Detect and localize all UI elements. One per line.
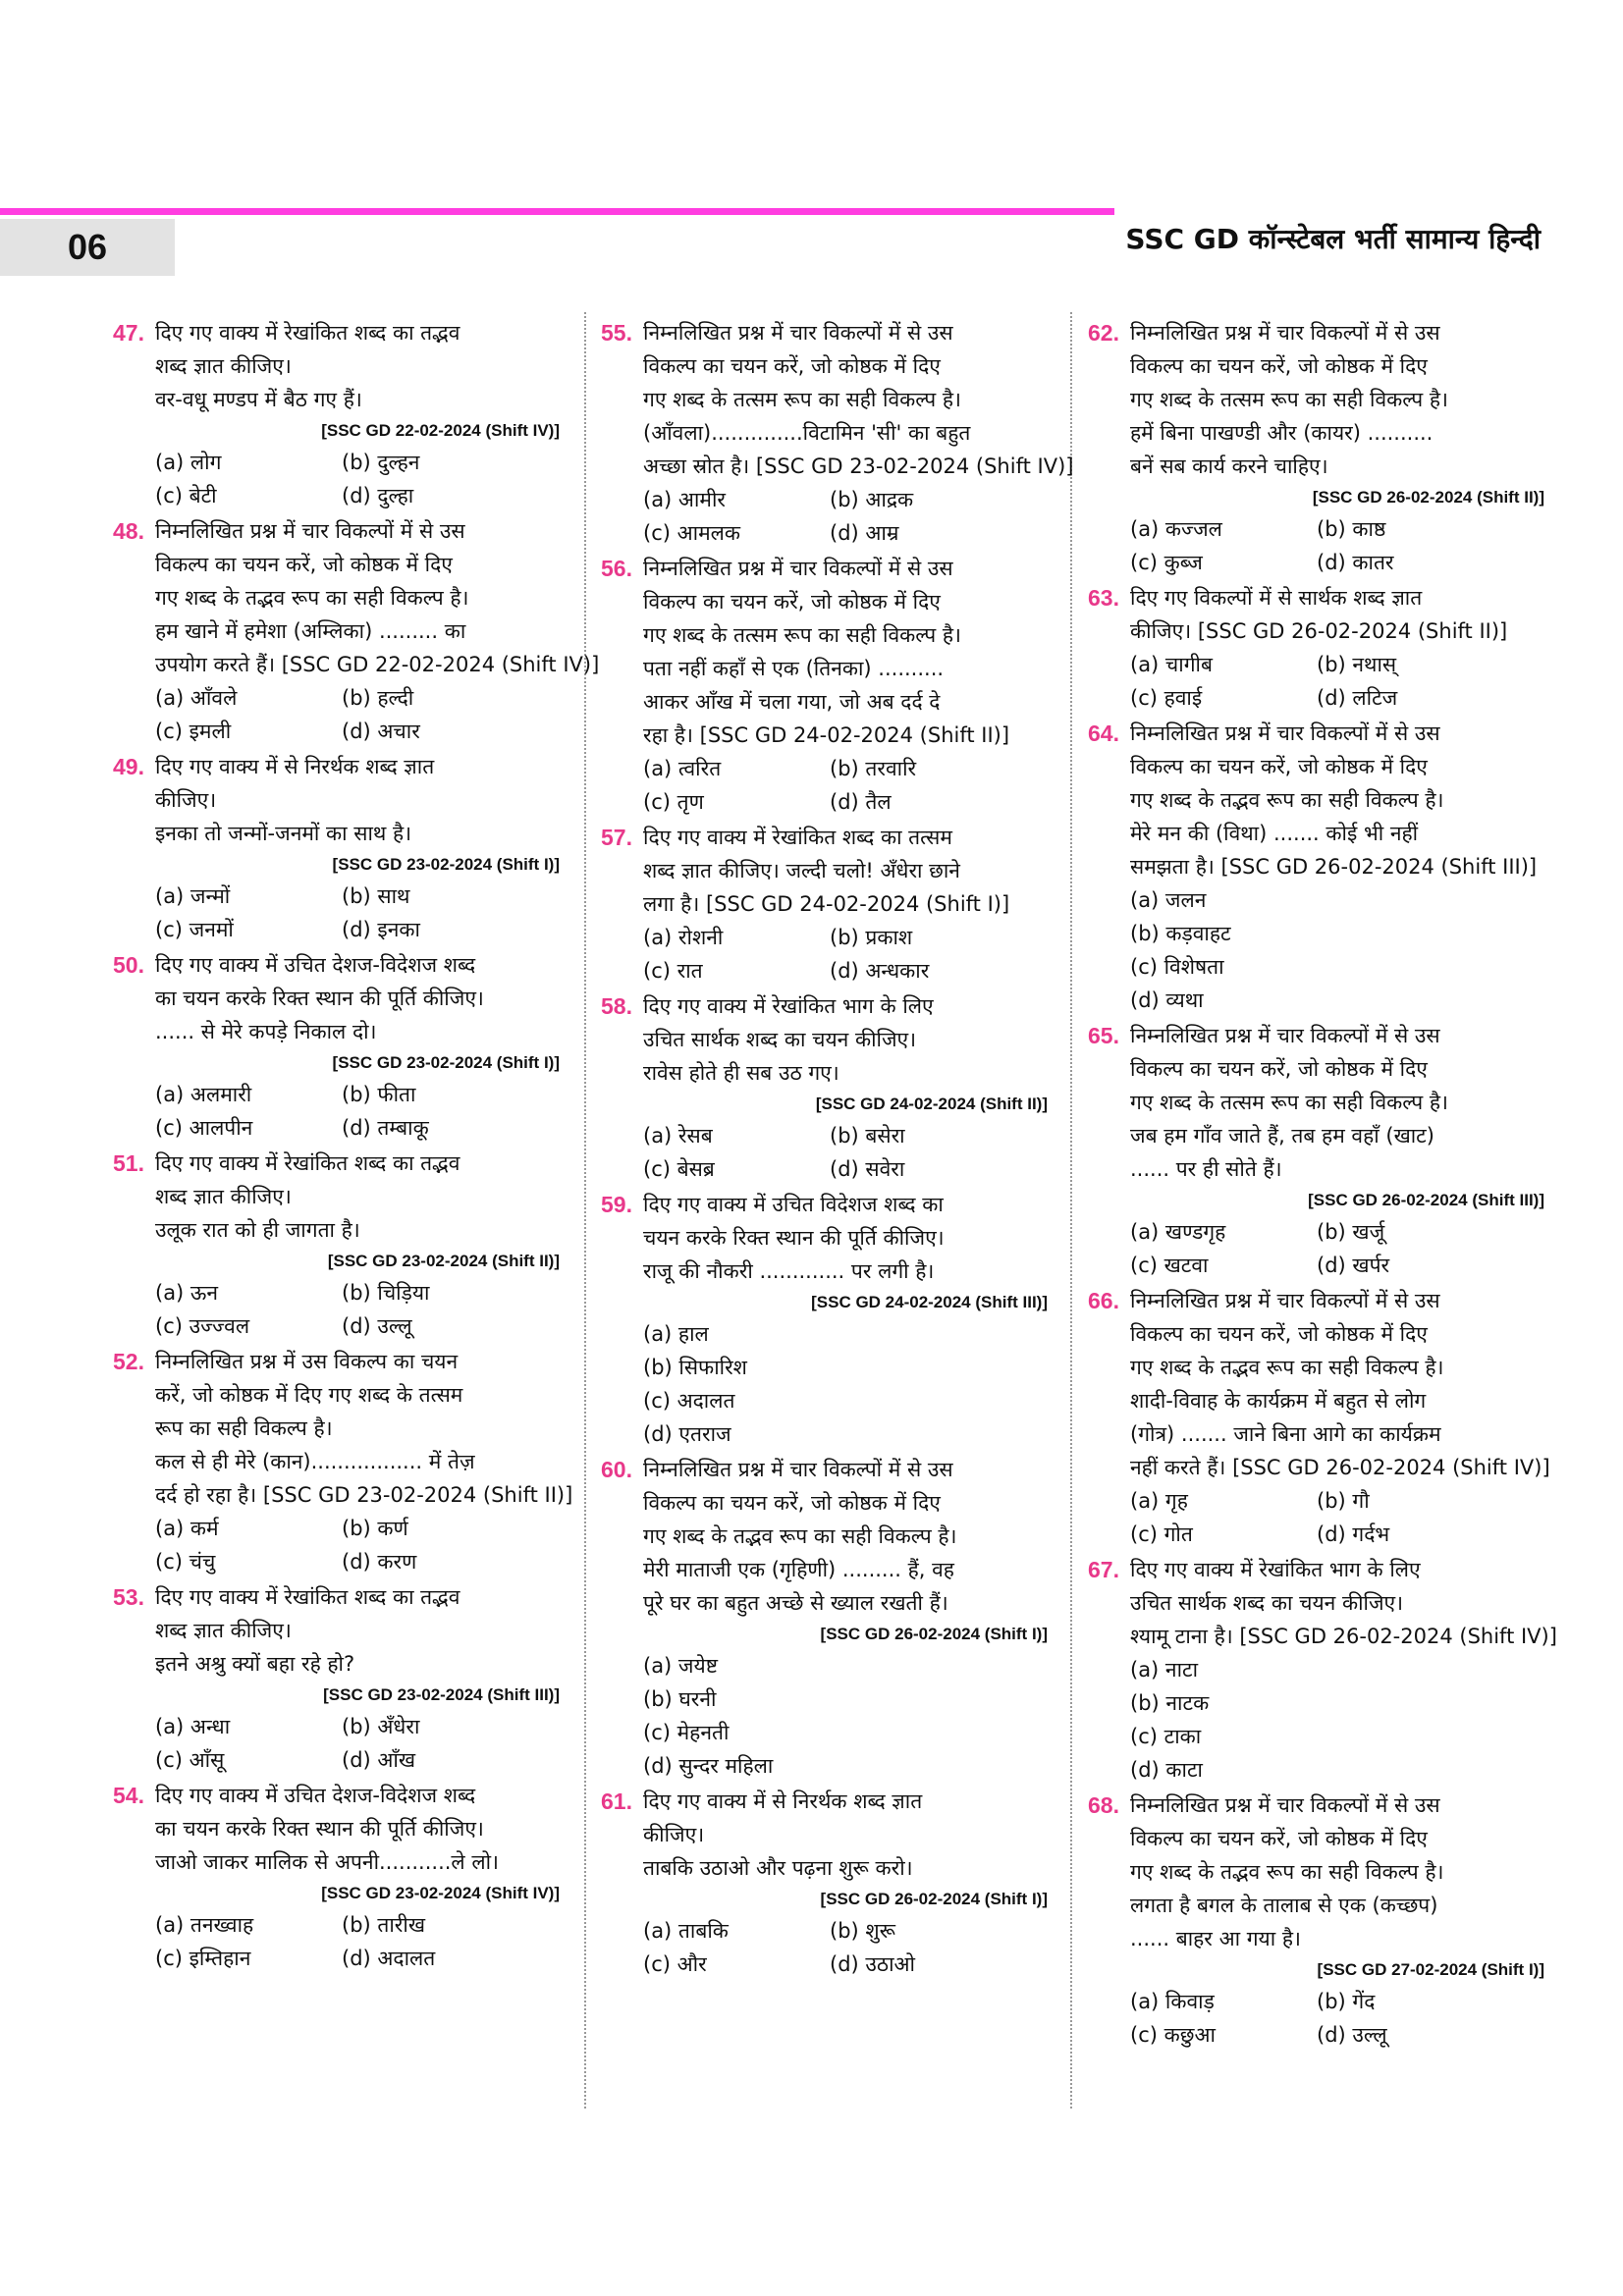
question-text-line: निम्नलिखित प्रश्न में चार विकल्पों में से उस [1130, 1793, 1440, 1817]
answer-option: (c) इमली [155, 720, 232, 743]
answer-option: (d) व्यथा [1130, 988, 1204, 1012]
answer-options [155, 1078, 560, 1145]
answer-option: (c) अदालत [643, 1389, 735, 1413]
answer-options [1130, 1484, 1544, 1551]
question-number: 63. [1088, 585, 1119, 611]
answer-option: (b) दुल्हन [342, 451, 420, 474]
answer-option: (b) तारीख [342, 1913, 426, 1937]
question-column-2 [601, 316, 1074, 1983]
question-text-line: उलूक रात को ही जागता है। [155, 1218, 360, 1242]
page-number: 06 [0, 219, 175, 276]
answer-option: (c) गोत [1130, 1522, 1193, 1546]
exam-source-tag: [SSC GD 23-02-2024 (Shift I)] [332, 1053, 560, 1072]
question-text-line: विकल्प का चयन करें, जो कोष्ठक में दिए [1130, 1322, 1428, 1346]
answer-option: (b) अँधेरा [342, 1715, 420, 1738]
question-block [113, 1580, 560, 1777]
answer-option: (d) उल्लू [342, 1314, 412, 1338]
question-text-line: जाओ जाकर मालिक से अपनी...........ले लो। [155, 1850, 499, 1874]
question-text-line: दिए गए वाक्य में उचित विदेशज शब्द का [643, 1193, 944, 1216]
answer-option: (c) तृण [643, 790, 704, 814]
answer-option: (d) खर्पर [1317, 1254, 1390, 1277]
question-text-line: रूप का सही विकल्प है। [155, 1416, 333, 1440]
answer-option: (a) जन्मों [155, 884, 231, 908]
answer-option: (b) साथ [342, 884, 410, 908]
question-text-line: कीजिए। [155, 788, 217, 812]
question-block [1088, 1553, 1557, 1787]
question-text-line: शब्द ज्ञात कीजिए। जल्दी चलो! अँधेरा छाने [643, 859, 960, 882]
answer-option: (c) विशेषता [1130, 955, 1224, 979]
answer-options [1130, 512, 1544, 579]
answer-option: (a) कज्जल [1130, 517, 1222, 541]
question-block [1088, 1789, 1544, 2052]
answer-options [643, 483, 1048, 550]
question-text-line: दिए गए वाक्य में रेखांकित शब्द का तद्भव [155, 321, 460, 345]
answer-option: (b) खर्जू [1317, 1220, 1385, 1244]
answer-option: (a) ताबकि [643, 1919, 729, 1943]
answer-options [643, 1914, 1048, 1981]
answer-option: (d) आम्र [830, 521, 899, 545]
question-text-line: समझता है। [SSC GD 26-02-2024 (Shift III)] [1130, 855, 1538, 879]
answer-option: (d) काटा [1130, 1758, 1203, 1782]
question-text-line: दिए गए वाक्य में रेखांकित शब्द का तत्सम [643, 826, 952, 849]
answer-option: (b) सिफारिश [643, 1356, 747, 1379]
answer-option: (a) रेसब [643, 1124, 713, 1148]
exam-source-tag: [SSC GD 26-02-2024 (Shift I)] [820, 1890, 1048, 1908]
answer-option: (a) ऊन [155, 1281, 219, 1305]
question-number: 56. [601, 556, 632, 581]
question-text-line: चयन करके रिक्त स्थान की पूर्ति कीजिए। [643, 1226, 945, 1250]
question-number: 66. [1088, 1288, 1119, 1313]
question-number: 54. [113, 1783, 144, 1808]
question-text-line: अच्छा स्रोत है। [SSC GD 23-02-2024 (Shift IV)] [643, 454, 1074, 478]
exam-source-tag: [SSC GD 24-02-2024 (Shift III)] [811, 1293, 1048, 1311]
question-number: 67. [1088, 1557, 1119, 1582]
question-text-line: निम्नलिखित प्रश्न में चार विकल्पों में से उस [155, 519, 465, 543]
question-number: 58. [601, 993, 632, 1019]
answer-option: (d) आँख [342, 1748, 416, 1772]
exam-source-tag: [SSC GD 26-02-2024 (Shift I)] [820, 1625, 1048, 1643]
question-block [601, 821, 1048, 988]
question-text-line: का चयन करके रिक्त स्थान की पूर्ति कीजिए। [155, 1817, 484, 1841]
answer-options [643, 1649, 1048, 1783]
question-block [601, 552, 1048, 819]
question-number: 61. [601, 1789, 632, 1814]
answer-options [155, 446, 560, 512]
question-block [113, 1779, 560, 1975]
exam-source-tag: [SSC GD 23-02-2024 (Shift III)] [323, 1685, 560, 1704]
question-text-line: कीजिए। [643, 1823, 705, 1846]
answer-options [155, 880, 560, 946]
answer-option: (b) नथास् [1317, 653, 1397, 676]
answer-option: (a) रोशनी [643, 926, 724, 949]
question-text-line: गए शब्द के तद्भव रूप का सही विकल्प है। [155, 586, 469, 610]
question-text-line: बनें सब कार्य करने चाहिए। [1130, 454, 1328, 478]
exam-source-tag: [SSC GD 26-02-2024 (Shift II)] [1312, 488, 1544, 507]
question-number: 62. [1088, 320, 1119, 346]
answer-options [1130, 1215, 1544, 1282]
answer-option: (a) खण्डगृह [1130, 1220, 1226, 1244]
question-number: 47. [113, 320, 144, 346]
answer-option: (d) गर्दभ [1317, 1522, 1390, 1546]
question-text-line: शब्द ज्ञात कीजिए। [155, 1619, 292, 1642]
exam-source-tag: [SSC GD 22-02-2024 (Shift IV)] [321, 421, 560, 440]
question-block [1088, 1019, 1544, 1282]
question-text-line: मेरी माताजी एक (गृहिणी) ......... हैं, वह [643, 1558, 954, 1581]
answer-option: (b) काष्ठ [1317, 517, 1386, 541]
header-accent-line [0, 208, 1114, 215]
question-text-line: (गोत्र) ....... जाने बिना आगे का कार्यक्रम [1130, 1422, 1441, 1446]
question-number: 53. [113, 1584, 144, 1610]
answer-option: (c) मेहनती [643, 1721, 730, 1744]
question-text-line: विकल्प का चयन करें, जो कोष्ठक में दिए [643, 354, 941, 378]
exam-source-tag: [SSC GD 27-02-2024 (Shift I)] [1317, 1960, 1544, 1979]
answer-options [155, 1710, 560, 1777]
question-block [113, 514, 600, 748]
question-text-line: निम्नलिखित प्रश्न में चार विकल्पों में से उस [1130, 321, 1440, 345]
question-block [601, 989, 1048, 1186]
answer-option: (d) सुन्दर महिला [643, 1754, 774, 1778]
answer-option: (b) कर्ण [342, 1517, 408, 1540]
question-number: 52. [113, 1349, 144, 1374]
question-block [1088, 581, 1544, 715]
question-column-1 [113, 316, 600, 1977]
answer-option: (c) बेटी [155, 484, 217, 507]
question-text-line: निम्नलिखित प्रश्न में चार विकल्पों में से उस [643, 321, 953, 345]
question-text-line: विकल्प का चयन करें, जो कोष्ठक में दिए [1130, 354, 1428, 378]
answer-options [643, 921, 1048, 988]
question-text-line: कीजिए। [SSC GD 26-02-2024 (Shift II)] [1130, 619, 1508, 643]
question-text-line: गए शब्द के तत्सम रूप का सही विकल्प है। [1130, 1091, 1449, 1114]
question-text-line: रहा है। [SSC GD 24-02-2024 (Shift II)] [643, 723, 1010, 747]
question-block [601, 1785, 1048, 1981]
question-text-line: ...... पर ही सोते हैं। [1130, 1157, 1282, 1181]
exam-source-tag: [SSC GD 23-02-2024 (Shift IV)] [321, 1884, 560, 1902]
question-text-line: लगा है। [SSC GD 24-02-2024 (Shift I)] [643, 892, 1010, 916]
question-text-line: दिए गए वाक्य में से निरर्थक शब्द ज्ञात [155, 755, 435, 778]
answer-option: (c) कुब्ज [1130, 551, 1203, 574]
question-text-line: श्यामू टाना है। [SSC GD 26-02-2024 (Shift IV)] [1130, 1625, 1557, 1648]
question-text-line: विकल्प का चयन करें, जो कोष्ठक में दिए [643, 1491, 941, 1515]
question-text-line: इतने अश्रु क्यों बहा रहे हो? [155, 1652, 355, 1676]
question-text-line: करें, जो कोष्ठक में दिए गए शब्द के तत्सम [155, 1383, 463, 1407]
question-text-line: ...... से मेरे कपड़े निकाल दो। [155, 1020, 377, 1043]
exam-source-tag: [SSC GD 23-02-2024 (Shift II)] [327, 1252, 560, 1270]
answer-option: (d) एतराज [643, 1422, 731, 1446]
answer-option: (c) आमलक [643, 521, 740, 545]
question-text-line: दिए गए वाक्य में रेखांकित भाग के लिए [1130, 1558, 1421, 1581]
question-text-line: इनका तो जन्मों-जनमों का साथ है। [155, 822, 412, 845]
question-text-line: कल से ही मेरे (कान)................. में तेज़ [155, 1450, 475, 1473]
question-text-line: मेरे मन की (विथा) ....... कोई भी नहीं [1130, 822, 1419, 845]
question-text-line: उचित सार्थक शब्द का चयन कीजिए। [1130, 1591, 1404, 1615]
question-number: 59. [601, 1192, 632, 1217]
question-text-line: गए शब्द के तद्भव रूप का सही विकल्प है। [1130, 1860, 1444, 1884]
answer-options [643, 752, 1048, 819]
question-number: 49. [113, 754, 144, 779]
answer-option: (b) बसेरा [830, 1124, 905, 1148]
question-block [601, 1453, 1048, 1783]
answer-options [1130, 1985, 1544, 2052]
question-text-line: हम खाने में हमेशा (अम्लिका) ......... का [155, 619, 466, 643]
answer-option: (a) आमीर [643, 488, 726, 511]
question-text-line: उचित सार्थक शब्द का चयन कीजिए। [643, 1028, 917, 1051]
question-number: 68. [1088, 1792, 1119, 1818]
question-number: 57. [601, 825, 632, 850]
answer-options [1130, 1653, 1544, 1787]
question-text-line: निम्नलिखित प्रश्न में चार विकल्पों में से उस [643, 557, 953, 580]
answer-option: (c) और [643, 1952, 707, 1976]
question-text-line: विकल्प का चयन करें, जो कोष्ठक में दिए [643, 590, 941, 614]
exam-source-tag: [SSC GD 24-02-2024 (Shift II)] [815, 1095, 1048, 1113]
answer-option: (c) इम्तिहान [155, 1947, 251, 1970]
question-text-line: विकल्प का चयन करें, जो कोष्ठक में दिए [1130, 755, 1428, 778]
question-text-line: का चयन करके रिक्त स्थान की पूर्ति कीजिए। [155, 987, 484, 1010]
answer-option: (d) दुल्हा [342, 484, 414, 507]
answer-option: (b) गौ [1317, 1489, 1370, 1513]
question-text-line: निम्नलिखित प्रश्न में चार विकल्पों में से उस [643, 1458, 953, 1481]
question-text-line: शब्द ज्ञात कीजिए। [155, 354, 292, 378]
answer-option: (c) बेसब्र [643, 1157, 715, 1181]
answer-option: (b) आद्रक [830, 488, 914, 511]
question-text-line: गए शब्द के तद्भव रूप का सही विकल्प है। [1130, 1356, 1444, 1379]
question-text-line: नहीं करते हैं। [SSC GD 26-02-2024 (Shift IV)] [1130, 1456, 1550, 1479]
answer-option: (a) कर्म [155, 1517, 219, 1540]
answer-option: (d) उठाओ [830, 1952, 916, 1976]
question-text-line: दिए गए वाक्य में रेखांकित भाग के लिए [643, 994, 934, 1018]
question-number: 65. [1088, 1023, 1119, 1048]
question-block [113, 1147, 560, 1343]
question-text-line: (आँवला)..............विटामिन 'सी' का बहुत [643, 421, 971, 445]
exam-source-tag: [SSC GD 23-02-2024 (Shift I)] [332, 855, 560, 874]
answer-option: (a) नाटा [1130, 1658, 1199, 1682]
answer-option: (c) टाका [1130, 1725, 1202, 1748]
answer-option: (c) उज्ज्वल [155, 1314, 250, 1338]
question-text-line: गए शब्द के तद्भव रूप का सही विकल्प है। [643, 1524, 957, 1548]
question-block [113, 948, 560, 1145]
book-title: SSC GD कॉन्स्टेबल भर्ती सामान्य हिन्दी [1125, 223, 1541, 255]
question-text-line: निम्नलिखित प्रश्न में चार विकल्पों में से उस [1130, 1289, 1440, 1312]
answer-option: (c) चंचु [155, 1550, 216, 1574]
question-text-line: दिए गए वाक्य में उचित देशज-विदेशज शब्द [155, 953, 476, 977]
question-number: 60. [601, 1457, 632, 1482]
exam-source-tag: [SSC GD 26-02-2024 (Shift III)] [1308, 1191, 1544, 1209]
answer-option: (a) किवाड़ [1130, 1990, 1215, 2013]
answer-option: (b) प्रकाश [830, 926, 913, 949]
answer-option: (d) करण [342, 1550, 417, 1574]
question-text-line: उपयोग करते हैं। [SSC GD 22-02-2024 (Shift IV)] [155, 653, 600, 676]
question-text-line: वर-वधू मण्डप में बैठ गए हैं। [155, 388, 362, 411]
answer-option: (b) कड़वाहट [1130, 922, 1231, 945]
answer-option: (a) जयेष्ट [643, 1654, 718, 1678]
answer-option: (d) तैल [830, 790, 892, 814]
answer-option: (d) उल्लू [1317, 2023, 1387, 2047]
answer-option: (c) रात [643, 959, 703, 983]
answer-option: (c) आलपीन [155, 1116, 253, 1140]
question-text-line: दर्द हो रहा है। [SSC GD 23-02-2024 (Shift II)] [155, 1483, 573, 1507]
answer-option: (d) इनका [342, 918, 420, 941]
answer-option: (a) जलन [1130, 888, 1207, 912]
answer-option: (a) चागीब [1130, 653, 1213, 676]
answer-option: (b) हल्दी [342, 686, 414, 710]
question-text-line: आकर आँख में चला गया, जो अब दर्द दे [643, 690, 941, 714]
answer-option: (b) फीता [342, 1083, 416, 1106]
question-text-line: गए शब्द के तद्भव रूप का सही विकल्प है। [1130, 788, 1444, 812]
question-number: 48. [113, 518, 144, 544]
question-text-line: ...... बाहर आ गया है। [1130, 1927, 1301, 1950]
question-block [1088, 717, 1544, 1017]
question-text-line: दिए गए विकल्पों में से सार्थक शब्द ज्ञात [1130, 586, 1423, 610]
question-text-line: पूरे घर का बहुत अच्छे से ख्याल रखती हैं। [643, 1591, 948, 1615]
answer-options [155, 1512, 560, 1578]
answer-option: (a) गृह [1130, 1489, 1188, 1513]
question-text-line: गए शब्द के तत्सम रूप का सही विकल्प है। [643, 623, 962, 647]
answer-option: (c) हवाई [1130, 686, 1203, 710]
question-number: 51. [113, 1150, 144, 1176]
answer-option: (a) तनख्वाह [155, 1913, 254, 1937]
question-text-line: शादी-विवाह के कार्यक्रम में बहुत से लोग [1130, 1389, 1427, 1413]
question-text-line: निम्नलिखित प्रश्न में चार विकल्पों में से उस [1130, 1024, 1440, 1047]
answer-option: (b) तरवारि [830, 757, 917, 780]
answer-option: (d) कातर [1317, 551, 1394, 574]
answer-options [1130, 648, 1544, 715]
question-number: 64. [1088, 721, 1119, 746]
question-text-line: गए शब्द के तत्सम रूप का सही विकल्प है। [643, 388, 962, 411]
question-text-line: निम्नलिखित प्रश्न में उस विकल्प का चयन [155, 1350, 459, 1373]
answer-option: (d) अदालत [342, 1947, 436, 1970]
answer-option: (c) जनमों [155, 918, 234, 941]
answer-option: (a) लोग [155, 451, 222, 474]
answer-options [155, 681, 560, 748]
answer-options [155, 1908, 560, 1975]
question-text-line: जब हम गाँव जाते हैं, तब हम वहाँ (खाट) [1130, 1124, 1434, 1148]
answer-option: (a) त्वरित [643, 757, 722, 780]
question-block [113, 316, 560, 512]
question-column-3 [1088, 316, 1557, 2054]
answer-option: (d) सवेरा [830, 1157, 905, 1181]
question-text-line: दिए गए वाक्य में रेखांकित शब्द का तद्भव [155, 1585, 460, 1609]
answer-options [643, 1119, 1048, 1186]
answer-options [643, 1317, 1048, 1451]
column-divider [1070, 312, 1072, 2109]
answer-option: (c) खटवा [1130, 1254, 1209, 1277]
question-number: 55. [601, 320, 632, 346]
question-text-line: निम्नलिखित प्रश्न में चार विकल्पों में से उस [1130, 721, 1440, 745]
answer-option: (a) हाल [643, 1322, 709, 1346]
answer-option: (d) अचार [342, 720, 420, 743]
question-text-line: दिए गए वाक्य में उचित देशज-विदेशज शब्द [155, 1784, 476, 1807]
answer-option: (d) तम्बाकू [342, 1116, 429, 1140]
column-divider [584, 312, 586, 2109]
answer-option: (b) चिड़िया [342, 1281, 430, 1305]
answer-option: (b) घरनी [643, 1687, 717, 1711]
answer-option: (a) आँवले [155, 686, 238, 710]
question-text-line: राजू की नौकरी ............. पर लगी है। [643, 1259, 935, 1283]
question-number: 50. [113, 952, 144, 978]
answer-option: (a) अलमारी [155, 1083, 252, 1106]
question-text-line: रावेस होते ही सब उठ गए। [643, 1061, 839, 1085]
answer-option: (a) अन्धा [155, 1715, 231, 1738]
answer-option: (d) लटिज [1317, 686, 1398, 710]
answer-option: (b) नाटक [1130, 1691, 1210, 1715]
question-block [1088, 316, 1544, 579]
answer-options [155, 1276, 560, 1343]
question-text-line: विकल्प का चयन करें, जो कोष्ठक में दिए [1130, 1057, 1428, 1081]
question-text-line: दिए गए वाक्य में रेखांकित शब्द का तद्भव [155, 1151, 460, 1175]
answer-option: (b) शुरू [830, 1919, 895, 1943]
question-text-line: शब्द ज्ञात कीजिए। [155, 1185, 292, 1208]
question-text-line: विकल्प का चयन करें, जो कोष्ठक में दिए [155, 553, 453, 576]
question-text-line: दिए गए वाक्य में से निरर्थक शब्द ज्ञात [643, 1789, 923, 1813]
question-block [601, 316, 1074, 550]
question-text-line: विकल्प का चयन करें, जो कोष्ठक में दिए [1130, 1827, 1428, 1850]
answer-option: (c) कछुआ [1130, 2023, 1216, 2047]
answer-options [1130, 883, 1544, 1017]
question-block [601, 1188, 1048, 1451]
question-text-line: गए शब्द के तत्सम रूप का सही विकल्प है। [1130, 388, 1449, 411]
question-block [113, 750, 560, 946]
answer-option: (c) आँसू [155, 1748, 225, 1772]
question-text-line: पता नहीं कहाँ से एक (तिनका) .......... [643, 657, 945, 680]
answer-option: (d) अन्धकार [830, 959, 930, 983]
question-text-line: हमें बिना पाखण्डी और (कायर) .......... [1130, 421, 1434, 445]
answer-option: (b) गेंद [1317, 1990, 1376, 2013]
question-text-line: ताबकि उठाओ और पढ़ना शुरू करो। [643, 1856, 913, 1880]
question-block [1088, 1284, 1550, 1551]
question-text-line: लगता है बगल के तालाब से एक (कच्छप) [1130, 1894, 1438, 1917]
question-block [113, 1345, 573, 1578]
